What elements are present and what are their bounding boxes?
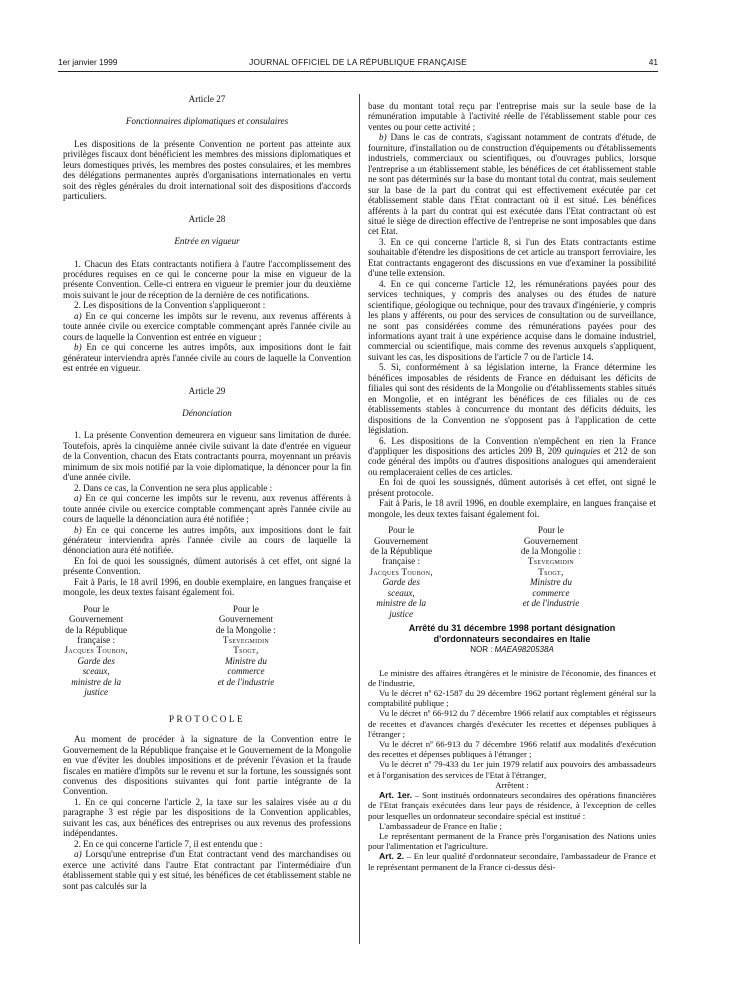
article-29-paragraph-2: 2. Dans ce cas, la Convention ne sera plus applicable : [74, 482, 273, 493]
item-text: Lorsqu'une entreprise d'un Etat contractant vend des marchandises ou exerce une activité dans l'autre Etat contractant par l'intermédiaire d'un établissement stable qui y est situé, les bénéfices de cet établissement stable ne sont pas calculés sur la [63, 849, 351, 891]
item-letter: a) [74, 493, 82, 504]
header-rule [58, 71, 658, 72]
protocol-item-a [63, 849, 351, 891]
arrete-representative: Le représentant permanent de la France près l'organisation des Nations unies pour l'alimentation et l'agriculture. [368, 830, 656, 852]
article-27-subtitle: Fonctionnaires diplomatiques et consulaires [125, 116, 289, 127]
arrete-body [368, 668, 656, 872]
arrete-visa-1: Vu le décret nº 62-1587 du 29 décembre 1962 portant règlement général sur la comptabilité publique ; [368, 688, 656, 709]
header-page-number: 41 [648, 57, 658, 67]
signatory-name: Tsevegmidin Tsogt, [222, 635, 270, 656]
signature-france [368, 525, 506, 619]
signature-line: Pour le Gouvernement [218, 603, 274, 625]
protocol-paragraph-3: 2. En ce qui concerne l'article 7, il est entendu que : [74, 838, 263, 849]
arrete-preamble: Le ministre des affaires étrangères et le ministre de l'économie, des finances et de l'industrie, [368, 667, 656, 688]
item-letter: b) [74, 342, 82, 353]
protocol-item-b [368, 132, 656, 237]
article-29-item-b [63, 525, 351, 556]
article-27-paragraph: Les dispositions de la présente Convention ne portent pas atteinte aux privilèges fiscaux dont bénéficient les membres des missions diplomatiques et leurs domestiques privés, les membres des postes consulaires, et les membres des délégations permanentes auprès d'organisations internationales en vertu soit des règles générales du droit international soit des dispositions d'accords particuliers. [63, 138, 351, 202]
article-28-paragraph-2: 2. Les dispositions de la Convention s'appliqueront : [74, 300, 266, 311]
article-29-paragraph-3: En foi de quoi les soussignés, dûment autorisés à cet effet, ont signé la présente Convention. [63, 555, 351, 577]
signature-france [63, 604, 201, 698]
protocol-title: PROTOCOLE [168, 713, 246, 724]
item-text: En ce qui concerne les impôts sur le revenu, aux revenus afférents à toute année civile ou exercice comptable commençant après l'année civile au cours de laquelle la Convention est entrée en vigueur ; [63, 310, 351, 342]
protocol-paragraph-4: 4. En ce qui concerne l'article 12, les rémunérations payées pour des services techniques, y compris des analyses ou des études de nature scientifique, géologique ou technique, pour des travaux d'ingénierie, y compris les plans y afférents, ou pour des services de consultation ou de surveillance, ne sont pas considérées comme des rémunérations payées pour des informations ayant trait à une expérience acquise dans le domaine industriel, commercial ou scientifique, mais comme des revenus auxquels s'appliquent, suivant les cas, les dispositions de l'article 7 ou de l'article 14. [368, 278, 656, 362]
nor-value: MAEA9820538A [494, 645, 554, 655]
item-text: Dans le cas de contrats, s'agissant notamment de contrats d'étude, de fourniture, d'installation ou de construction d'équipements ou d'établissements industriels, commerciaux ou scientifiques, ou d'ouvrages publics, lorsque l'entreprise a un établissement stable, les bénéfices de cet établissement stable ne sont pas déterminés sur la base du montant total du contrat, mais seulement sur la base de la part du contrat qui est effectivement exécutée par cet établissement stable dans l'Etat contractant où il est situé. Les bénéfices afférents à la part du contrat qui est exécutée dans l'Etat contractant où est situé le siège de direction effective de l'entreprise ne sont imposables que dans cet Etat. [368, 132, 656, 237]
protocol-paragraph-6 [368, 436, 656, 478]
article-label: Art. 2. [379, 851, 405, 862]
article-29-subtitle: Dénonciation [182, 407, 232, 418]
text-run: 1. En ce qui concerne l'article 2, la taxe sur les salaires visée au [74, 796, 334, 807]
item-text: En ce qui concerne les autres impôts, aux impositions dont le fait générateur interviendra après l'année civile au cours de laquelle la Convention est entrée en vigueur. [63, 342, 351, 374]
article-29-paragraph-4: Fait à Paris, le 18 avril 1996, en double exemplaire, en langues française et mongole, les deux textes faisant également foi. [63, 576, 351, 598]
signatory-role: et de l'industrie [522, 598, 580, 609]
signature-line: de la République française : [370, 546, 433, 567]
text-run: 6. Les dispositions de la Convention n'empêchent en rien la France d'appliquer les dispositions des articles 209 B, 209 [368, 435, 656, 456]
column-divider [359, 94, 360, 944]
right-column [368, 101, 656, 872]
item-text: En ce qui concerne les impôts sur le revenu, aux revenus afférents à toute année civile ou exercice comptable commençant après l'année civile au cours de laquelle la dénonciation aura été notifiée ; [63, 493, 351, 525]
signatory-name: Jacques Toubon, [369, 566, 433, 577]
item-text: En ce qui concerne les autres impôts, aux impositions dont le fait générateur interviendra après l'année civile au cours de laquelle la dénonciation aura été notifiée. [63, 524, 351, 556]
article-28-item-b [63, 342, 351, 373]
item-letter: a) [74, 849, 82, 860]
signatory-role: Garde des sceaux, [77, 655, 115, 677]
arrete-title-line-1: Arrêté du 31 décembre 1998 portant désignation [408, 623, 616, 634]
article-28-paragraph-1: 1. Chacun des Etats contractants notifiera à l'autre l'accomplissement des procédures requises en ce qui le concerne pour la mise en vigueur de la présente Convention. Celle-ci entrera en vigueur le premier jour du deuxième mois suivant le jour de réception de la dernière de ces notifications. [63, 258, 351, 300]
nor-reference [368, 645, 656, 655]
signatory-role: Ministre du commerce [224, 655, 267, 677]
article-27-title: Article 27 [188, 94, 226, 104]
signature-line: de la République française : [65, 624, 128, 646]
protocol-paragraph-2 [63, 797, 351, 839]
arrete-visa-4: Vu le décret nº 79-433 du 1er juin 1979 relatif aux pouvoirs des ambassadeurs et à l'organisation des services de l'Etat à l'étranger, [368, 759, 656, 780]
arrete-visa-2: Vu le décret nº 66-912 du 7 décembre 1966 relatif aux comptables et régisseurs de recettes et d'avances chargés d'exécuter les recettes et dépenses publiques à l'étranger ; [368, 708, 656, 739]
text-run: quinquies [564, 445, 601, 456]
signature-line: de la Mongolie : [520, 546, 581, 557]
article-29-paragraph-1: 1. La présente Convention demeurera en vigueur sans limitation de durée. Toutefois, après la cinquième année civile suivant la date d'entrée en vigueur de la Convention, chacun des Etats contractants pourra, moyennant un préavis minimum de six mois notifié par la voie diplomatique, la dénoncer pour la fin d'une année civile. [63, 430, 351, 483]
convention-signatures [63, 604, 351, 698]
signatory-name: Jacques Toubon, [64, 645, 128, 656]
left-column [63, 94, 351, 891]
protocol-continuation: base du montant total reçu par l'entreprise mais sur la seule base de la rémunération imputable à l'activité réelle de l'établissement stable pour ces ventes ou pour cette activité ; [368, 101, 656, 132]
article-label: Art. 1er. [379, 790, 413, 801]
protocol-paragraph-1: Au moment de procéder à la signature de la Convention entre le Gouvernement de la République française et le Gouvernement de la Mongolie en vue d'éviter les doubles impositions et de prévenir l'évasion et la fraude fiscales en matière d'impôts sur le revenu et sur la fortune, les soussignés sont convenus des dispositions suivantes qui font partie intégrante de la Convention. [63, 734, 351, 797]
arrete-title-line-2: d'ordonnateurs secondaires en Italie [433, 633, 591, 644]
arrete-visa-3: Vu le décret nº 66-913 du 7 décembre 1966 relatif aux modalités d'exécution des recettes et dépenses publiques à l'étranger ; [368, 739, 656, 760]
header-date: 1er janvier 1999 [58, 57, 118, 67]
signatory-role: Garde des sceaux, [382, 577, 420, 598]
arrete-ambassador: L'ambassadeur de France en Italie ; [379, 820, 502, 831]
signature-line: Pour le Gouvernement [374, 525, 429, 546]
signature-mongolia [518, 525, 656, 619]
signatory-role: et de l'industrie [217, 676, 275, 687]
signature-line: Pour le Gouvernement [523, 525, 579, 546]
page-header [58, 57, 658, 69]
text-run: a [333, 796, 338, 807]
protocol-paragraph-3-rail: 3. En ce qui concerne l'article 8, si l'un des Etats contractants estime souhaitable d'étendre les dispositions de cet article au transport ferroviaire, les Etat contractants engageront des discussions en vue d'examiner la possibilité d'une telle extension. [368, 236, 656, 279]
signatory-role: ministre de la justice [376, 598, 427, 619]
text-run: et 212 de son code général des impôts ou d'autres dispositions analogues qui amenderaient ou remplaceraient celles de ces articles. [368, 445, 656, 477]
text-run: du paragraphe 3 est régie par les dispositions de la Convention applicables, suivant les cas, aux bénéfices des entreprises ou aux revenus des professions indépendantes. [63, 796, 352, 839]
protocol-paragraph-7: En foi de quoi les soussignés, dûment autorisés à cet effet, ont signé le présent protocole. [368, 477, 656, 498]
protocol-paragraph-8: Fait à Paris, le 18 avril 1996, en double exemplaire, en langues française et mongole, les deux textes faisant également foi. [368, 498, 656, 519]
arrete-arretent: Arrêtent : [495, 779, 529, 790]
item-letter: b) [74, 524, 82, 535]
item-letter: b) [379, 132, 387, 143]
arrete-article-2 [368, 851, 656, 871]
signatory-role: Ministre du commerce [529, 577, 572, 598]
article-28-title: Article 28 [188, 213, 226, 224]
article-29-title: Article 29 [188, 385, 226, 396]
header-journal-title: JOURNAL OFFICIEL DE LA RÉPUBLIQUE FRANÇAISE [249, 57, 467, 67]
nor-label: NOR : [470, 645, 495, 655]
item-letter: a) [74, 310, 82, 321]
arrete-article-1 [368, 790, 656, 821]
article-text: – En leur qualité d'ordonnateur secondaire, l'ambassadeur de France et le représentant permanent de la France ci-dessus dési- [368, 851, 656, 872]
signatory-role: ministre de la justice [71, 676, 122, 698]
article-29-item-a [63, 493, 351, 524]
protocol-signatures [368, 525, 656, 619]
signature-line: de la Mongolie : [215, 624, 276, 635]
article-text: – Sont institués ordonnateurs secondaires des opérations financières de l'Etat français exécutées dans leur pays de résidence, à l'exception de celles pour lesquelles un ordonnateur secondaire spécial est institué : [368, 790, 656, 821]
article-28-item-a [63, 311, 351, 342]
signature-mongolia [213, 604, 351, 698]
article-28-subtitle: Entrée en vigueur [174, 236, 240, 247]
protocol-paragraph-5: 5. Si, conformément à sa législation interne, la France détermine les bénéfices imposables de résidents de France en déduisant les déficits de filiales qui sont des résidents de la Mongolie ou d'établissements stables situés en Mongolie, et en intégrant les bénéfices de ces filiales ou de ces établissements stables à concurrence du montant des déficits déduits, les dispositions de la Convention ne s'opposent pas à l'application de cette législation. [368, 362, 656, 436]
signatory-name: Tsevegmidin Tsogt, [527, 556, 575, 577]
signature-line: Pour le Gouvernement [69, 603, 124, 625]
